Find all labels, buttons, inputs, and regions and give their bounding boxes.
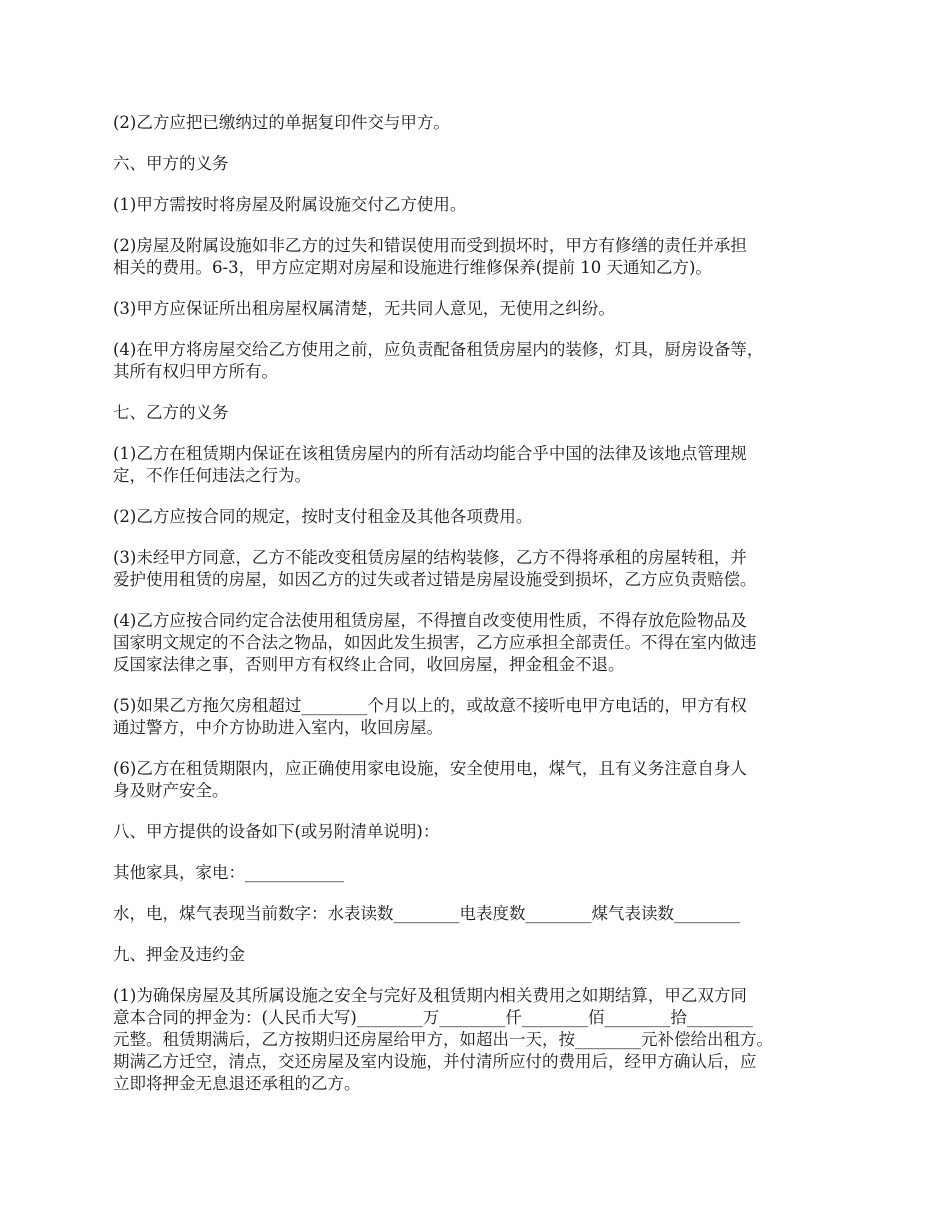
text-line: 反国家法律之事，否则甲方有权终止合同，收回房屋，押金租金不退。: [113, 655, 625, 674]
heading-text: 六、甲方的义务: [113, 154, 229, 173]
heading-text: 八、甲方提供的设备如下(或另附清单说明)：: [113, 822, 440, 841]
text-line: (1)乙方在租赁期内保证在该租赁房屋内的所有活动均能合乎中国的法律及该地点管理规: [113, 444, 747, 463]
paragraph-yi-receipts: [113, 112, 843, 134]
heading-text: 七、乙方的义务: [113, 403, 229, 422]
text-line: 意本合同的押金为：(人民币大写)________万________仟________佰________拾________: [113, 1008, 753, 1027]
text-line: 定，不作任何违法之行为。: [113, 466, 311, 485]
section-heading-7: [113, 402, 843, 424]
text-line: 其他家具，家电：____________: [113, 863, 344, 882]
paragraph-6-3: [113, 298, 843, 320]
paragraph-7-2: [113, 506, 843, 528]
document-page: [113, 112, 843, 1114]
text-line: (2)乙方应按合同的规定，按时支付租金及其他各项费用。: [113, 507, 533, 526]
text-line: (2)房屋及附属设施如非乙方的过失和错误使用而受到损坏时，甲方有修缮的责任并承担: [113, 236, 747, 255]
text-line: 其所有权归甲方所有。: [113, 362, 278, 381]
heading-text: 九、押金及违约金: [113, 945, 245, 964]
paragraph-7-5: [113, 695, 843, 739]
text-line: (4)在甲方将房屋交给乙方使用之前，应负责配备租赁房屋内的装修，灯具，厨房设备等，: [113, 340, 764, 359]
section-heading-6: [113, 153, 843, 175]
text-line: 元整。租赁期满后，乙方按期归还房屋给甲方，如超出一天，按________元补偿给出租方。: [113, 1030, 773, 1049]
text-line: 通过警方，中介方协助进入室内，收回房屋。: [113, 718, 443, 737]
paragraph-meter-readings: [113, 903, 843, 925]
paragraph-7-4: [113, 610, 843, 676]
text-line: (2)乙方应把已缴纳过的单据复印件交与甲方。: [113, 113, 450, 132]
text-line: 期满乙方迁空，清点，交还房屋及室内设施，并付清所应付的费用后，经甲方确认后，应: [113, 1052, 757, 1071]
paragraph-7-6: [113, 758, 843, 802]
text-line: (4)乙方应按合同约定合法使用租赁房屋，不得擅自改变使用性质，不得存放危险物品及: [113, 611, 747, 630]
section-heading-9: [113, 944, 843, 966]
paragraph-6-2: [113, 235, 843, 279]
paragraph-7-3: [113, 547, 843, 591]
text-line: 身及财产安全。: [113, 781, 229, 800]
paragraph-7-1: [113, 443, 843, 487]
paragraph-6-4: [113, 339, 843, 383]
text-line: 水，电，煤气表现当前数字：水表读数________电表度数________煤气表读数________: [113, 904, 740, 923]
text-line: 立即将押金无息退还承租的乙方。: [113, 1074, 361, 1093]
section-heading-8: [113, 821, 843, 843]
text-line: (5)如果乙方拖欠房租超过________个月以上的，或故意不接听电甲方电话的，甲方有权: [113, 696, 747, 715]
text-line: 爱护使用租赁的房屋，如因乙方的过失或者过错是房屋设施受到损坏，乙方应负责赔偿。: [113, 570, 757, 589]
text-line: 国家明文规定的不合法之物品，如因此发生损害，乙方应承担全部责任。不得在室内做违: [113, 633, 757, 652]
text-line: (3)未经甲方同意，乙方不能改变租赁房屋的结构装修，乙方不得将承租的房屋转租，并: [113, 548, 747, 567]
paragraph-6-1: [113, 194, 843, 216]
text-line: (1)为确保房屋及其所属设施之安全与完好及租赁期内相关费用之如期结算，甲乙双方同: [113, 986, 747, 1005]
text-line: 相关的费用。6-3，甲方应定期对房屋和设施进行维修保养(提前 10 天通知乙方)。: [113, 258, 712, 277]
paragraph-9-1: [113, 985, 843, 1095]
text-line: (1)甲方需按时将房屋及附属设施交付乙方使用。: [113, 195, 467, 214]
text-line: (3)甲方应保证所出租房屋权属清楚，无共同人意见，无使用之纠纷。: [113, 299, 615, 318]
paragraph-furniture: [113, 862, 843, 884]
text-line: (6)乙方在租赁期限内，应正确使用家电设施，安全使用电，煤气，且有义务注意自身人: [113, 759, 747, 778]
